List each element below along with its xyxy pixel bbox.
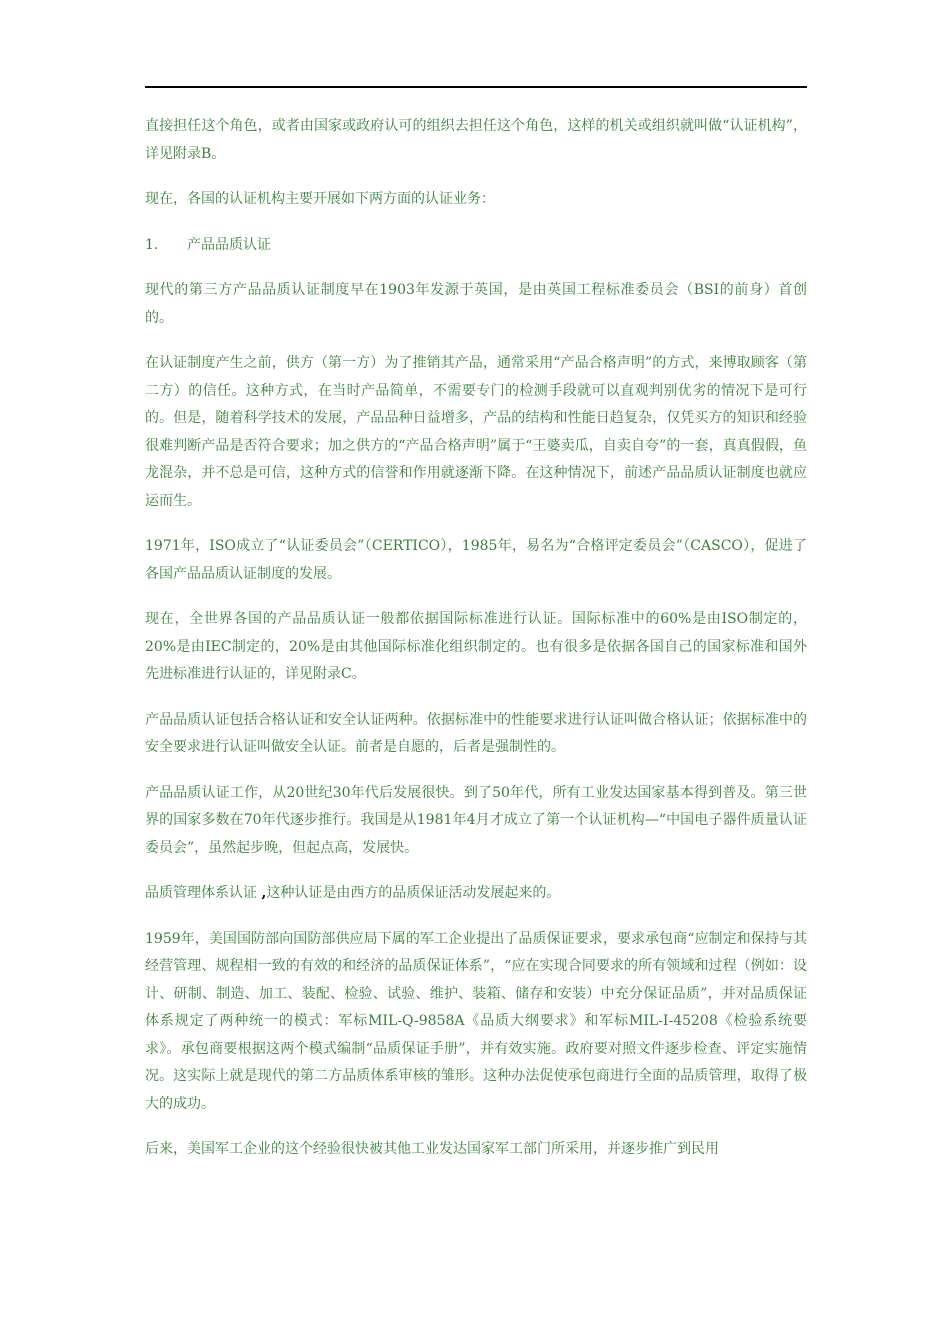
paragraph-later-adoption: 后来，美国军工企业的这个经验很快被其他工业发达国家军工部门所采用，并逐步推广到民用 bbox=[145, 1141, 719, 1157]
paragraph-certification-body: 直接担任这个角色，或者由国家或政府认可的组织去担任这个角色，这样的机关或组织就叫做“认证机构”，详见附录B。 bbox=[145, 118, 807, 162]
paragraph-two-types: 现在，各国的认证机构主要开展如下两方面的认证业务： bbox=[145, 191, 495, 207]
qms-rest: 这种认证是由西方的品质保证活动发展起来的。 bbox=[266, 885, 561, 901]
qms-lead: 品质管理体系认证 bbox=[145, 885, 257, 901]
paragraph-development-history: 产品品质认证工作，从20世纪30年代后发展很快。到了50年代，所有工业发达国家基本得到普及。第三世界的国家多数在70年代逐步推行。我国是从1981年4月才成立了第一个认证机构—“中国电子器件质量认证委员会”，虽然起步晚，但起点高，发展快。 bbox=[145, 784, 807, 856]
paragraph-international-standards: 现在，全世界各国的产品品质认证一般都依据国际标准进行认证。国际标准中的60%是由ISO制定的，20%是由IEC制定的，20%是由其他国际标准化组织制定的。也有很多是依据各国自己的国家标准和国外先进标准进行认证的，详见附录C。 bbox=[145, 611, 807, 682]
numbered-heading-product-certification bbox=[145, 232, 807, 260]
list-number: 1. bbox=[145, 236, 159, 253]
paragraph-dod-1959: 1959年，美国国防部向国防部供应局下属的军工企业提出了品质保证要求，要求承包商“应制定和保持与其经营管理、规程相一致的有效的和经济的品质保证体系”，“应在实现合同要求的所有领域和过程（例如：设计、研制、制造、加工、装配、检验、试验、维护、装箱、储存和安装）中充分保证品质”，并对品质保证体系规定了两种统一的模式：军标MIL-Q-9858A《品质大纲要求》和军标MIL-I-45208《检验系统要求》。承包商要根据这两个模式编制“品质保证手册”，并有效实施。政府要对照文件逐步检查、评定实施情况。这实际上就是现代的第二方品质体系审核的雏形。这种办法促使承包商进行全面的品质管理，取得了极大的成功。 bbox=[145, 930, 807, 1112]
header-rule bbox=[145, 86, 807, 88]
paragraph-iso-1971: 1971年，ISO成立了“认证委员会”（CERTICO），1985年，易名为“合格评定委员会”（CASCO），促进了各国产品品质认证制度的发展。 bbox=[145, 538, 807, 582]
document-body bbox=[145, 113, 807, 1182]
paragraph-origin-1903: 现代的第三方产品品质认证制度早在1903年发源于英国，是由英国工程标准委员会（BSI的前身）首创的。 bbox=[145, 282, 807, 326]
paragraph-before-certification: 在认证制度产生之前，供方（第一方）为了推销其产品，通常采用“产品合格声明”的方式，来博取顾客（第二方）的信任。这种方式，在当时产品简单，不需要专门的检测手段就可以直观判别优劣的情况下是可行的。但是，随着科学技术的发展，产品品种日益增多，产品的结构和性能日趋复杂，仅凭买方的知识和经验很难判断产品是否符合要求；加之供方的“产品合格声明”属于“王婆卖瓜，自卖自夸”的一套，真真假假，鱼龙混杂，并不总是可信，这种方式的信誉和作用就逐渐下降。在这种情况下，前述产品品质认证制度也就应运而生。 bbox=[145, 355, 807, 509]
qms-comma: , bbox=[261, 885, 267, 901]
paragraph-qms-certification bbox=[145, 880, 807, 908]
list-heading-text: 产品品质认证 bbox=[187, 236, 271, 253]
paragraph-two-certification-kinds: 产品品质认证包括合格认证和安全认证两种。依据标准中的性能要求进行认证叫做合格认证；依据标准中的安全要求进行认证叫做安全认证。前者是自愿的，后者是强制性的。 bbox=[145, 711, 807, 755]
